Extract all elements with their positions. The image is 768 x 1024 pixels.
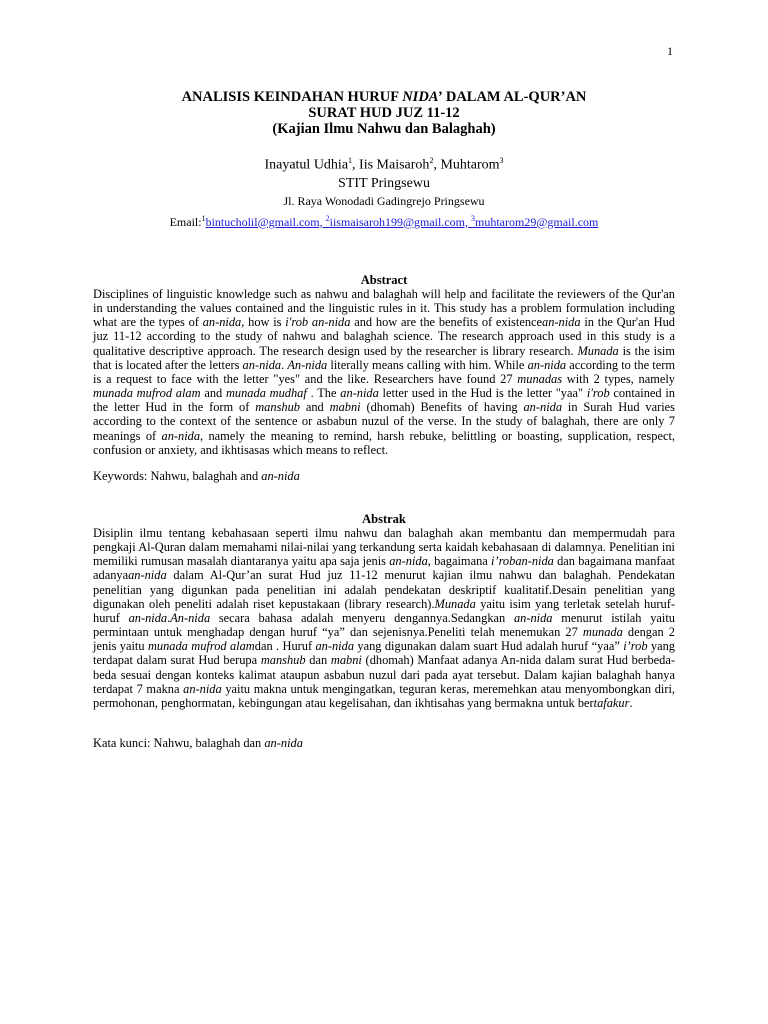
abstract-indonesian [93, 512, 675, 710]
abstrak-body: Disiplin ilmu tentang kebahasaan seperti ilmu nahwu dan balaghah akan membantu dan mempermudah para pengkaji Al-Quran dalam memahami nilai-nilai yang terkandung serta kaidah kebahasaan di dalamnya. Penelitian ini memiliki rumusan masalah diantaranya yaitu apa saja jenis an-nida, bagaimana i’roban-nida dan bagaimana manfaat adanyaan-nida dalam Al-Qur’an surat Hud juz 11-12 menurut kajian ilmu nahwu dan balaghah. Pendekatan penelitian yang digunkan pada penelitian ini adalah pendekatan deskriptif kualitatif.Desain penelitian yang digunakan oleh peneliti adalah riset kepustakaan (library research).Munada yaitu isim yang terletak setelah huruf-huruf an-nida.An-nida secara bahasa adalah menyeru dengannya.Sedangkan an-nida menurut istilah yaitu permintaan untuk menghadap dengan huruf “ya” dan sejenisnya.Peneliti telah menemukan 27 munada dengan 2 jenis yaitu munada mufrod alamdan . Huruf an-nida yang digunakan dalam suart Hud adalah huruf “yaa” i’rob yang terdapat dalam surat Hud berupa manshub dan mabni (dhomah) Manfaat adanya An-nida dalam surat Hud berbeda-beda sesuai dengan konteks kalimat ataupun asbabun nuzul dari pada ayat tersebut. Dalam kajian balaghah hanya terdapat 7 makna an-nida yaitu makna untuk mengingatkan, teguran keras, meremehkan atau menyombongkan diri, permohonan, penghormatan, kebingungan atau kegelisahan, dan ikhtisahas yang bermakna untuk bertafakur. [93, 526, 676, 710]
keywords-english: Keywords: Nahwu, balaghah and an-nida [93, 469, 300, 483]
page-number: 1 [667, 44, 673, 58]
institution: STIT Pringsewu [338, 175, 430, 191]
email-line: Email:$^1$bintucholil@gmail.com, $^2$iismaisaroh199@gmail.com, $^3$muhtarom29@gmail.com [169, 213, 599, 229]
author-names: Inayatul Udhia$^1$, Iis Maisaroh$^2$, Muhtarom$^3$ [264, 156, 504, 173]
title-line-1: ANALISIS KEINDAHAN HURUF NIDA’ DALAM AL-QUR’AN [181, 89, 587, 105]
abstract-heading: Abstract [360, 273, 408, 287]
title-line-3: (Kajian Ilmu Nahwu dan Balaghah) [272, 121, 496, 137]
email-link-1[interactable]: bintucholil@gmail.com, $^2$iismaisaroh199@gmail.com, $^3$muhtarom29@gmail.com [205, 213, 599, 229]
abstrak-heading: Abstrak [362, 512, 406, 526]
paper-title [0, 89, 768, 137]
title-line-2: SURAT HUD JUZ 11-12 [308, 105, 460, 121]
address: Jl. Raya Wonodadi Gadingrejo Pringsewu [283, 193, 485, 208]
keywords-indonesian: Kata kunci: Nahwu, balaghah dan an-nida [93, 736, 303, 750]
abstract-body: Disciplines of linguistic knowledge such as nahwu and balaghah will help and facilitate the reviewers of the Qur'an in understanding the values contained and the linguistic rules in it. This study has a problem formulation including what are the types of an-nida, how is i'rob an-nida and how are the benefits of existencean-nida in the Qur'an Hud juz 11-12 according to the study of nahwu and balaghah science. The research approach used in this study is a qualitative descriptive approach. The research design used by the researcher is library research. Munada is the isim that is located after the letters an-nida. An-nida literally means calling with him. While an-nida according to the term is a request to face with the letter "yes" and the like. Researchers have found 27 munadas with 2 types, namely munada mufrod alam and munada mudhaf . The an-nida letter used in the Hud is the letter "yaa" i'rob contained in the letter Hud in the form of manshub and mabni (dhomah) Benefits of having an-nida in Surah Hud varies according to the context of the sentence or asbabun nuzul of the verse. In the study of balaghah, there are only 7 meanings of an-nida, namely the meaning to remind, harsh rebuke, belittling or boasting, supplication, respect, confusion or anxiety, and ikhtisasas which means to reflect. [93, 287, 675, 457]
abstract-english [93, 273, 675, 457]
author-block [0, 152, 768, 231]
